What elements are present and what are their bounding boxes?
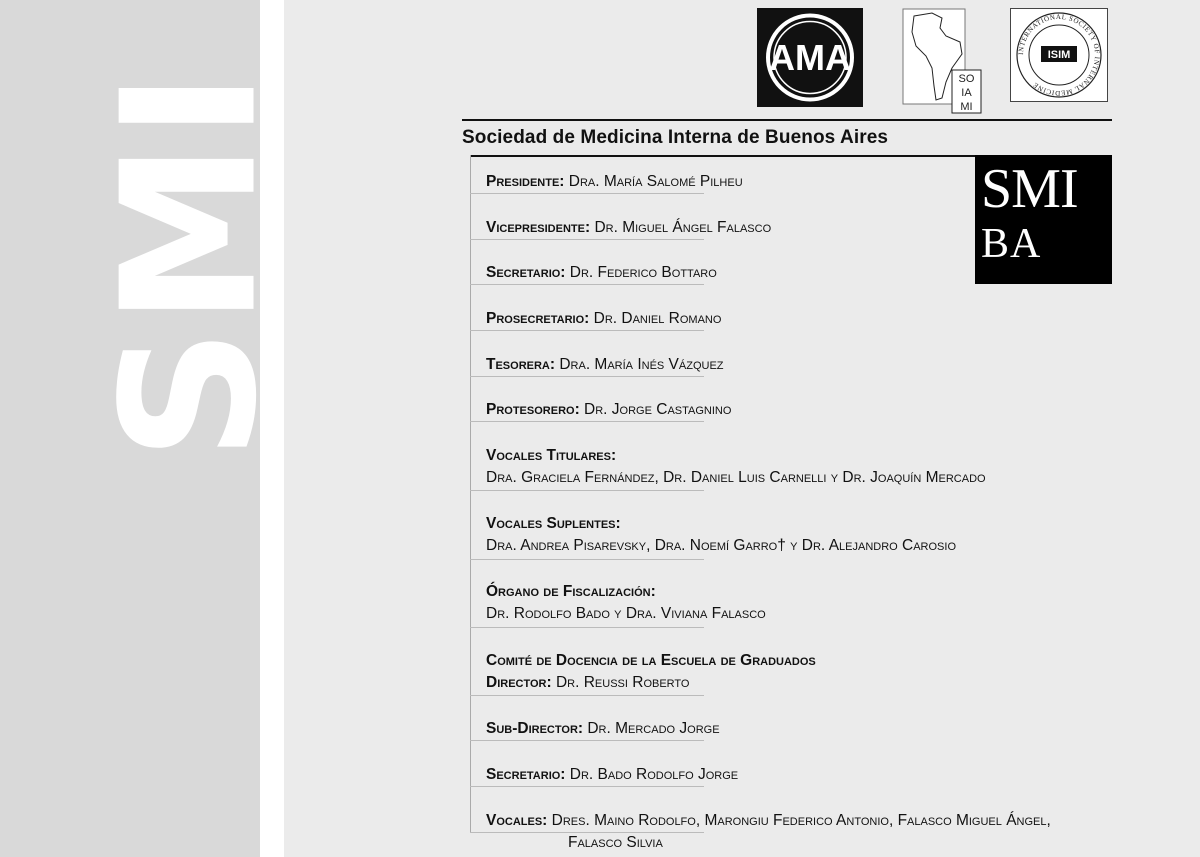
divider (470, 421, 704, 422)
vocales-titulares-value: Dra. Graciela Fernández, Dr. Daniel Luis Carnelli y Dr. Joaquín Mercado (486, 469, 986, 486)
soiami-so: SO (958, 73, 975, 85)
officer-value: Dra. María Inés Vázquez (559, 356, 724, 373)
smiba-logo (975, 155, 1112, 284)
divider (470, 193, 704, 194)
officer-value: Dra. María Salomé Pilheu (568, 173, 743, 190)
side-title: SMI (81, 68, 298, 462)
vocales-suplentes-value: Dra. Andrea Pisarevsky, Dra. Noemí Garro† y Dr. Alejandro Carosio (486, 537, 956, 554)
comite-vocales-value-1: Dres. Maino Rodolfo, Marongiu Federico Antonio, Falasco Miguel Ángel, (551, 812, 1051, 829)
officer-label: Presidente: (486, 173, 565, 190)
soiami-mi: MI (960, 101, 973, 113)
director-value: Dr. Reussi Roberto (555, 674, 690, 691)
comite-vocales-label: Vocales: (486, 812, 548, 829)
officer-label: Vicepresidente: (486, 219, 591, 236)
officer-presidente (486, 171, 743, 193)
divider (470, 490, 704, 491)
officer-tesorera (486, 354, 724, 376)
fiscalizacion-value: Dr. Rodolfo Bado y Dra. Viviana Falasco (486, 605, 766, 622)
officer-protesorero (486, 399, 731, 421)
title-underline (470, 155, 977, 157)
divider (470, 559, 704, 560)
comite-heading: Comité de Docencia de la Escuela de Graduados (486, 652, 816, 669)
ama-logo-text: AMA (769, 37, 851, 78)
officer-prosecretario (486, 308, 721, 330)
director-label: Director: (486, 674, 552, 691)
divider (470, 695, 704, 696)
vocales-suplentes-label: Vocales Suplentes: (486, 515, 621, 532)
fiscalizacion-label: Órgano de Fiscalización: (486, 583, 656, 600)
divider (470, 239, 704, 240)
comite-secretario (486, 764, 738, 786)
header-rule (462, 119, 1112, 121)
officer-value: Dr. Daniel Romano (593, 310, 722, 327)
officer-vicepresidente (486, 217, 771, 239)
vocales-titulares-label: Vocales Titulares: (486, 447, 617, 464)
officer-value: Dr. Jorge Castagnino (584, 401, 732, 418)
subdirector-label: Sub-Director: (486, 720, 584, 737)
vocales-titulares (486, 445, 986, 489)
officer-label: Prosecretario: (486, 310, 590, 327)
isim-center: ISIM (1047, 49, 1071, 61)
smiba-line2: BA (981, 221, 1042, 267)
comite-subdirector (486, 718, 720, 740)
comite-secretario-value: Dr. Bado Rodolfo Jorge (569, 766, 739, 783)
officer-label: Tesorera: (486, 356, 556, 373)
isim-logo (1010, 8, 1108, 102)
ama-logo (757, 8, 863, 107)
officer-value: Dr. Miguel Ángel Falasco (594, 219, 772, 236)
divider (470, 786, 704, 787)
officer-label: Protesorero: (486, 401, 580, 418)
organo-fiscalizacion (486, 581, 766, 625)
tree-line (470, 155, 471, 832)
vocales-suplentes (486, 513, 956, 557)
comite-secretario-label: Secretario: (486, 766, 566, 783)
divider (470, 376, 704, 377)
divider (470, 832, 704, 833)
comite-docencia (486, 650, 816, 694)
soiami-logo (902, 8, 982, 114)
comite-vocales-value-2: Falasco Silvia (568, 834, 663, 851)
org-title: Sociedad de Medicina Interna de Buenos Aires (462, 127, 889, 148)
officer-label: Secretario: (486, 264, 566, 281)
divider (470, 627, 704, 628)
divider (470, 330, 704, 331)
soiami-ia: IA (961, 87, 972, 99)
officer-secretario (486, 262, 717, 284)
subdirector-value: Dr. Mercado Jorge (587, 720, 720, 737)
divider (470, 740, 704, 741)
divider (470, 284, 704, 285)
isim-ring-text: INTERNATIONAL SOCIETY OF INTERNAL MEDICINE (1016, 12, 1102, 98)
officer-value: Dr. Federico Bottaro (569, 264, 717, 281)
smiba-line1: SMI (981, 158, 1078, 220)
